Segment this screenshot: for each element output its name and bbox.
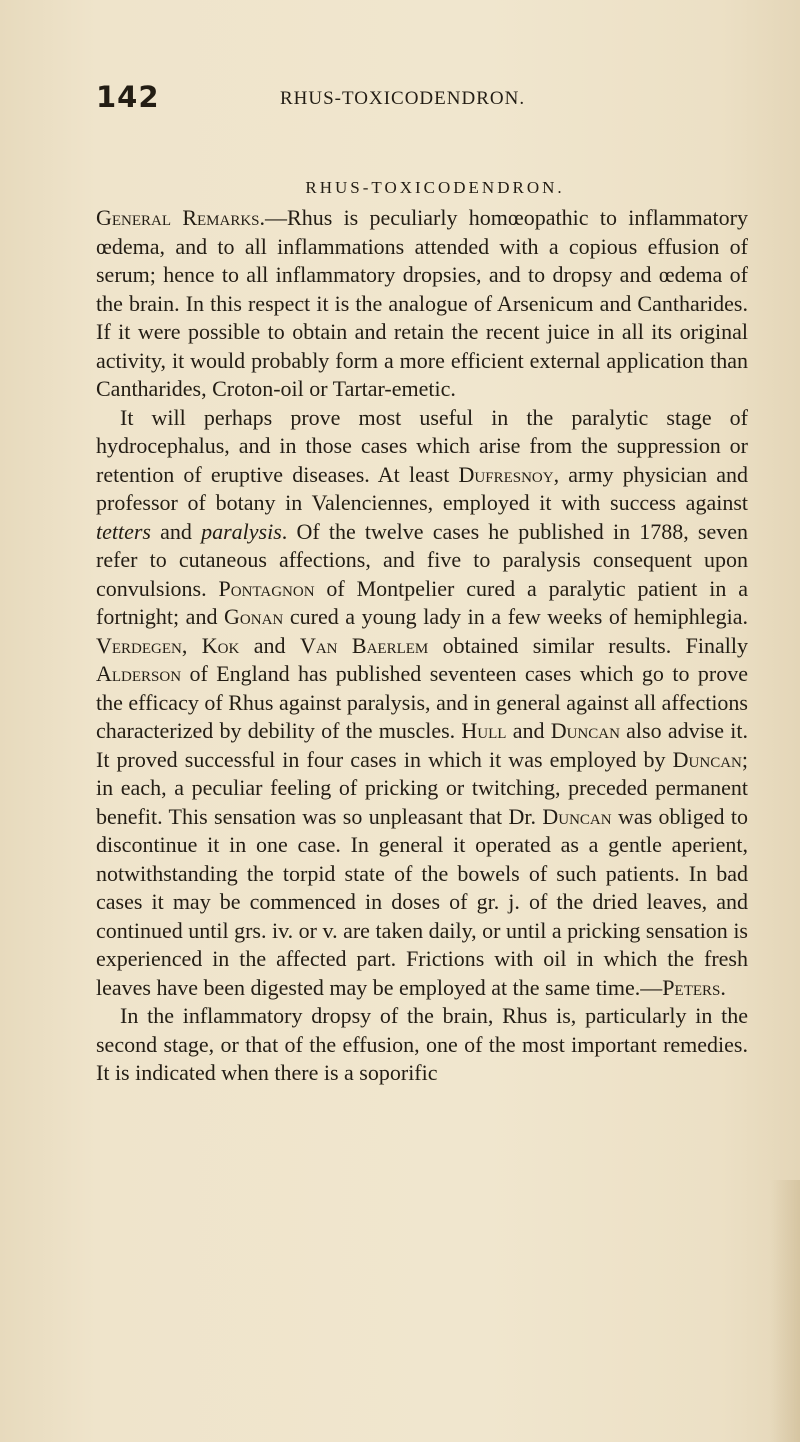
paragraph-text: In the inflammatory dropsy of the brain, Rhus is, particularly in the second stage, or that of the effusion, one of the most important remedies. It is indicated when there is a soporific: [96, 1003, 748, 1085]
author-name: Duncan: [672, 746, 742, 772]
paragraph-dropsy-of-brain: [96, 1002, 748, 1088]
text-run: and: [506, 718, 551, 743]
text-run: , army physician and professor of botany in Valenciennes, employed it with success against: [96, 461, 748, 515]
author-name: Peters: [662, 974, 721, 1000]
text-run: of England has published seventeen cases which go to prove the efficacy of Rhus against paralysis, and in general against all affections characterized by debility of the muscles.: [96, 661, 748, 743]
author-name: Dufresnoy: [458, 461, 554, 487]
emphasis: paralysis: [201, 518, 282, 544]
text-run: and: [239, 632, 300, 658]
paragraph-paralysis: [96, 404, 748, 1003]
text-run: obtained similar results. Finally: [428, 632, 748, 658]
text-run: ,: [181, 632, 202, 658]
page-number: 142: [96, 80, 160, 114]
author-name: Duncan: [550, 718, 620, 743]
author-name: Van Baerlem: [299, 632, 429, 658]
author-name: Hull: [461, 718, 507, 743]
author-name: Kok: [201, 632, 240, 658]
emphasis: tetters: [96, 518, 151, 544]
page-edge-stain: [770, 1180, 800, 1442]
text-run: cured a young lady in a few weeks of hemiphlegia.: [283, 604, 748, 629]
text-run: .: [720, 974, 726, 1000]
running-title: RHUS-TOXICODENDRON.: [280, 88, 526, 109]
paragraph-text: —Rhus is peculiarly homœopathic to inflammatory œdema, and to all inflammations attended with a copious effusion of serum; hence to all inflammatory dropsies, and to dropsy and œdema of the brain. In this respect it is the analogue of Arsenicum and Cantharides. If it were possible to obtain and retain the recent juice in all its original activity, it would probably form a more efficient external application than Cantharides, Croton-oil or Tartar-emetic.: [96, 205, 748, 401]
section-heading: RHUS-TOXICODENDRON.: [305, 178, 565, 197]
author-name: Pontagnon: [218, 575, 315, 601]
text-run: It will perhaps prove most useful in the paralytic stage of hydrocephalus, and in those cases which arise from the suppression or retention of eruptive diseases. At least: [96, 404, 748, 487]
text-run: of Montpelier cured a paralytic patient in a fortnight; and: [96, 575, 748, 629]
body-text: [96, 204, 748, 1088]
author-name: Alderson: [96, 661, 182, 686]
text-run: . Of the twelve cases he published in 1788, seven refer to cutaneous affections, and five to paralysis consequent upon convulsions.: [96, 518, 748, 601]
text-run: was obliged to discontinue it in one case. In general it operated as a gentle aperient, notwithstanding the torpid state of the bowels of such patients. In bad cases it may be commenced in doses of gr. j. of the dried leaves, and continued until grs. iv. or v. are taken daily, or until a pricking sensation is experienced in the affected part. Frictions with oil in which the fresh leaves have been digested may be employed at the same time.—: [96, 803, 748, 1000]
author-name: Duncan: [542, 803, 612, 829]
text-run: ; in each, a peculiar feeling of pricking or twitching, preceded permanent benefit. This sensation was so unpleasant that Dr.: [96, 746, 748, 829]
text-run: also advise it. It proved successful in four cases in which it was employed by: [96, 718, 748, 772]
text-run: and: [151, 518, 202, 544]
author-name: Gonan: [224, 604, 284, 629]
paragraph-lead: General Remarks.: [96, 205, 266, 230]
author-name: Verdegen: [96, 632, 182, 658]
running-head: [96, 80, 746, 116]
paragraph-general-remarks: [96, 204, 748, 404]
